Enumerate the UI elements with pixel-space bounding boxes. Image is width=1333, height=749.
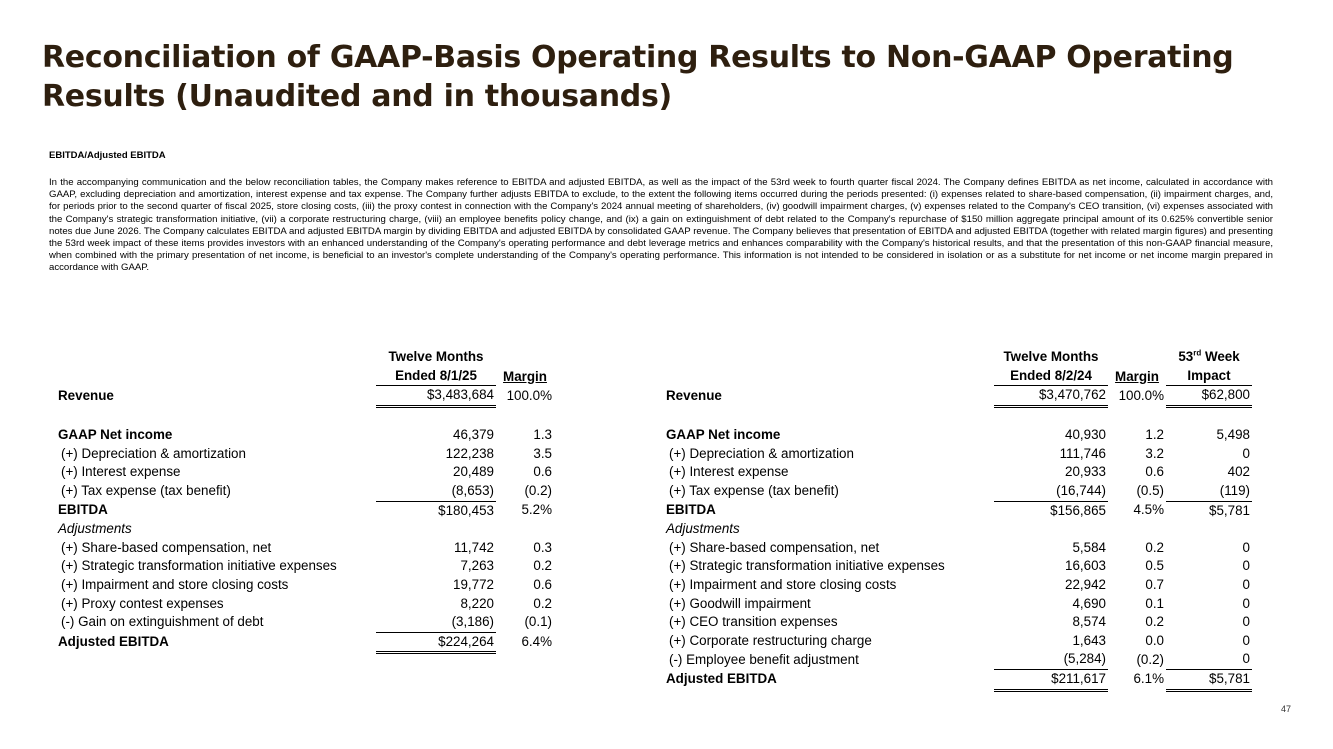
week-impact-header: 53rd Week Impact [1178,348,1240,383]
table-row [666,650,1252,669]
row-label: Adjusted EBITDA [666,671,777,687]
row-label: GAAP Net income [58,427,173,443]
row-margin: 100.0% [506,387,552,403]
row-value: 11,742 [454,539,494,555]
row-label: (+) Tax expense (tax benefit) [61,483,231,499]
row-impact: 0 [1242,539,1250,555]
table-row [58,613,554,632]
row-margin: (0.5) [1136,483,1164,499]
row-label: (+) Strategic transformation initiative expenses [669,558,945,574]
row-margin: 5.2% [521,502,552,518]
left-period-line2: Ended 8/1/25 [395,368,477,383]
row-value: $3,483,684 [376,386,496,407]
row-label: (+) Corporate restructuring charge [669,632,872,648]
row-value: 20,489 [453,464,494,480]
row-label: (-) Employee benefit adjustment [669,651,859,667]
table-row [666,632,1252,651]
left-reconciliation-table [58,347,554,654]
row-impact: 0 [1242,445,1250,461]
row-margin: 3.2 [1145,445,1164,461]
row-margin: 1.2 [1145,427,1164,443]
row-value: 1,643 [1072,632,1106,648]
row-value: (3,186) [376,613,496,632]
row-label: (+) Share-based compensation, net [61,539,272,555]
row-value: 8,574 [1072,614,1106,630]
row-margin: 0.2 [533,595,552,611]
table-row [666,445,1252,464]
right-reconciliation-table [666,347,1252,692]
row-label: (+) Depreciation & amortization [61,445,246,461]
row-label: (+) CEO transition expenses [669,614,838,630]
table-row [58,632,554,653]
row-margin: 1.3 [533,427,552,443]
row-value: 20,933 [1065,464,1106,480]
row-impact: 402 [1227,464,1250,480]
description-paragraph: In the accompanying communication and the below reconciliation tables, the Company makes reference to EBITDA and adjusted EBITDA, as well as the impact of the 53rd week to fourth quarter fiscal 2024. The Company defines EBITDA as net income, calculated in accordance with GAAP, excluding depreciation and amortization, interest expense and tax expense. The Company further adjusts EBITDA to exclude, to the extent the following items occurred during the periods presented: (i) expenses related to share-based compensation, (ii) impairment charges, and, for periods prior to the second quarter of fiscal 2025, store closing costs, (iii) the proxy contest in connection with the Company's 2024 annual meeting of shareholders, (iv) goodwill impairment charges, (v) expenses related to the Company's CEO transition, (vi) expenses associated with the Company's strategic transformation initiative, (vii) a corporate restructuring charge, (viii) an employee benefits policy change, and (ix) a gain on extinguishment of debt related to the Company's repurchase of $150 million aggregate principal amount of its 0.625% convertible senior notes due June 2026. The Company calculates EBITDA and adjusted EBITDA margin by dividing EBITDA and adjusted EBITDA by consolidated GAAP revenue. The Company believes that presentation of EBITDA and adjusted EBITDA (together with related margin figures) and presenting the 53rd week impact of these items provides investors with an enhanced understanding of the Company's operating performance and debt leverage metrics and enhances comparability with the Company's historical results, and that the presentation of this non-GAAP financial measure, when combined with the primary presentation of net income, is beneficial to an investor's complete understanding of the Company's operating performance. This information is not intended to be considered in isolation or as a substitute for net income or net income margin prepared in accordance with GAAP. [49,177,1273,274]
row-value: 19,772 [453,576,494,592]
row-value: 4,690 [1072,595,1106,611]
row-label: (+) Interest expense [669,464,789,480]
row-label: Adjusted EBITDA [58,634,169,650]
row-impact: $5,781 [1166,669,1252,690]
table-row [58,557,554,576]
row-label: EBITDA [666,502,716,518]
row-margin: 4.5% [1133,502,1164,518]
row-impact: 5,498 [1216,427,1250,443]
row-impact: 0 [1242,632,1250,648]
row-margin: 6.4% [521,634,552,650]
left-margin-header: Margin [503,368,547,384]
left-period-header [376,347,496,386]
row-margin: 0.2 [1145,614,1164,630]
row-label: (+) Tax expense (tax benefit) [669,483,839,499]
row-margin: 0.2 [533,558,552,574]
row-impact: (119) [1166,482,1252,501]
table-row [666,595,1252,614]
row-value: 111,746 [1059,445,1106,461]
row-margin: 0.6 [1145,464,1164,480]
table-row [666,613,1252,632]
row-impact: 0 [1242,595,1250,611]
table-row [58,482,554,501]
table-row [666,539,1252,558]
row-label: Revenue [58,387,114,403]
page-number: 47 [1280,704,1291,714]
table-row [666,482,1252,501]
row-value: $180,453 [438,502,494,518]
row-margin: 3.5 [533,445,552,461]
row-value: 122,238 [445,445,494,461]
row-label: (+) Impairment and store closing costs [669,576,897,592]
table-row [666,576,1252,595]
row-margin: 0.5 [1145,558,1164,574]
table-row [666,520,1252,539]
row-value: 40,930 [1065,427,1106,443]
row-margin: (0.1) [524,614,552,630]
table-row [58,463,554,482]
row-value: 16,603 [1065,558,1106,574]
row-impact: $62,800 [1166,386,1252,407]
row-label: (+) Share-based compensation, net [669,539,880,555]
row-label: (+) Strategic transformation initiative expenses [61,558,337,574]
row-margin: 0.2 [1145,539,1164,555]
row-value: (5,284) [994,650,1108,669]
row-margin: 0.7 [1145,576,1164,592]
table-row [666,669,1252,690]
row-value: $211,617 [994,669,1108,690]
table-row [666,386,1252,407]
table-row [58,539,554,558]
row-impact: 0 [1242,558,1250,574]
table-row [58,426,554,445]
adjustments-label: Adjustments [58,521,132,537]
row-margin: 6.1% [1133,671,1164,687]
row-label: (+) Impairment and store closing costs [61,576,289,592]
row-value: 46,379 [453,427,494,443]
row-impact: 0 [1242,614,1250,630]
row-value: 5,584 [1072,539,1106,555]
row-value: (16,744) [994,482,1108,501]
left-period-line1: Twelve Months [388,349,484,364]
row-label: (+) Proxy contest expenses [61,595,224,611]
row-label: (+) Interest expense [61,464,181,480]
row-impact: 0 [1166,650,1252,669]
row-value: $3,470,762 [994,386,1108,407]
table-row [666,426,1252,445]
table-row [58,595,554,614]
table-row [666,463,1252,482]
table-row [58,576,554,595]
row-value: $156,865 [1050,502,1106,518]
row-label: (+) Goodwill impairment [669,595,811,611]
section-heading: EBITDA/Adjusted EBITDA [49,150,166,161]
row-label: GAAP Net income [666,427,781,443]
row-impact: $5,781 [1209,502,1250,518]
row-label: Revenue [666,387,722,403]
row-impact: 0 [1242,576,1250,592]
row-value: 22,942 [1065,576,1106,592]
row-margin: 0.6 [533,464,552,480]
row-value: $224,264 [376,632,496,653]
row-label: (-) Gain on extinguishment of debt [61,614,264,630]
table-row [58,445,554,464]
table-row [666,557,1252,576]
row-margin: 0.1 [1145,595,1164,611]
row-label: EBITDA [58,502,108,518]
right-margin-header: Margin [1115,368,1159,384]
row-margin: (0.2) [524,483,552,499]
right-period-header: Twelve Months Ended 8/2/24 [1003,349,1099,383]
row-margin: 0.3 [533,539,552,555]
row-value: 7,263 [460,558,494,574]
row-margin: 0.6 [533,576,552,592]
row-value: (8,653) [376,482,496,501]
page-title: Reconciliation of GAAP-Basis Operating Results to Non-GAAP Operating Results (Unaudited and in thousands) [42,40,1234,114]
table-row [666,501,1252,520]
table-row [58,501,554,520]
adjustments-label: Adjustments [666,521,740,537]
row-margin: 100.0% [1118,387,1164,403]
row-value: 8,220 [460,595,494,611]
table-row [58,386,554,407]
row-margin: (0.2) [1136,651,1164,667]
row-label: (+) Depreciation & amortization [669,445,854,461]
table-row [58,520,554,539]
row-margin: 0.0 [1145,632,1164,648]
